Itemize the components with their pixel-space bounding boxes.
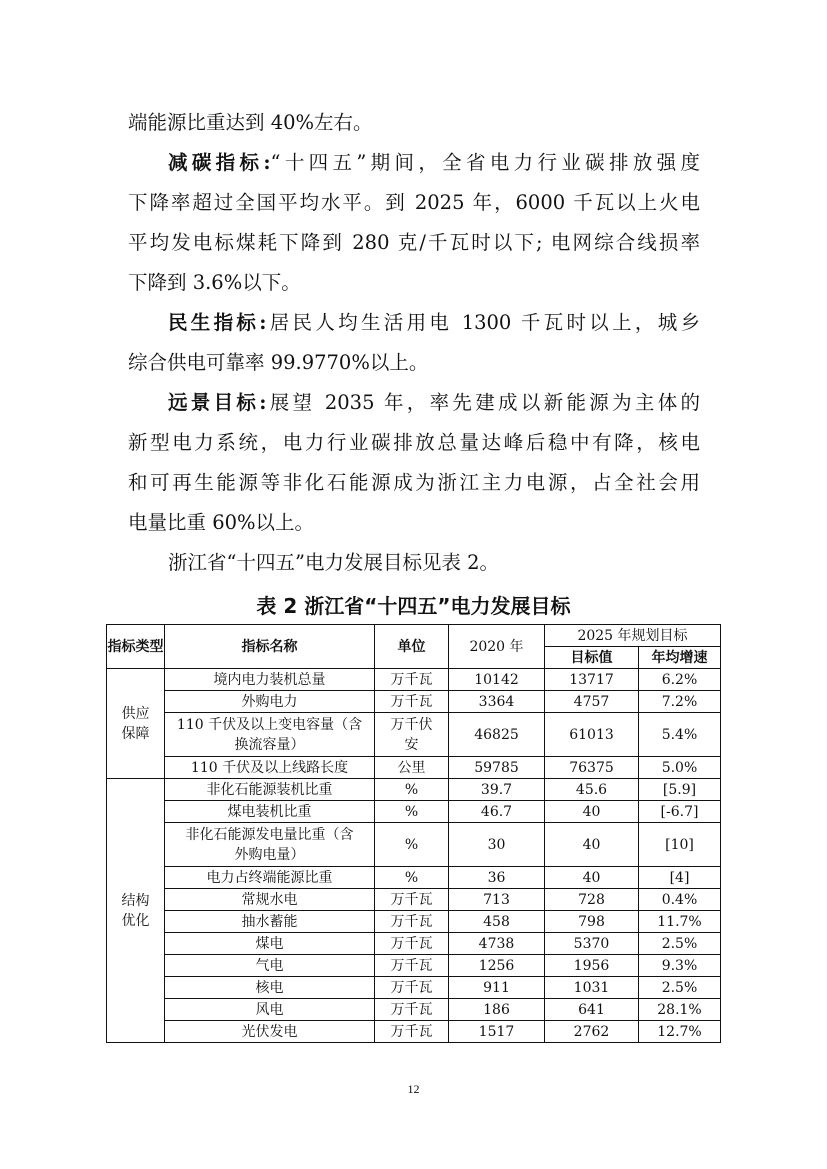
growth-cell: 7.2% xyxy=(639,691,721,713)
indicator-name-cell: 110 千伏及以上变电容量（含换流容量） xyxy=(165,713,375,757)
value-2020-cell: 458 xyxy=(449,911,545,933)
unit-cell: 万千瓦 xyxy=(375,999,449,1021)
growth-cell: [5.9] xyxy=(639,779,721,801)
growth-cell: [10] xyxy=(639,823,721,867)
indicator-name-cell: 煤电 xyxy=(165,933,375,955)
unit-cell: 万千伏安 xyxy=(375,713,449,757)
table-row xyxy=(107,867,721,889)
value-2020-cell: 3364 xyxy=(449,691,545,713)
growth-cell: [-6.7] xyxy=(639,801,721,823)
paragraph-line: 综合供电可靠率 99.9770%以上。 xyxy=(128,351,429,374)
value-2020-cell: 30 xyxy=(449,823,545,867)
unit-cell: 万千瓦 xyxy=(375,669,449,691)
indicator-name-cell: 风电 xyxy=(165,999,375,1021)
header-year-2020: 2020 年 xyxy=(449,625,545,669)
value-2020-cell: 39.7 xyxy=(449,779,545,801)
indicator-name-cell: 气电 xyxy=(165,955,375,977)
table-row xyxy=(107,779,721,801)
label-livelihood: 民生指标: xyxy=(168,311,267,334)
indicator-name-cell: 110 千伏及以上线路长度 xyxy=(165,757,375,779)
paragraph-line: 和可再生能源等非化石能源成为浙江主力电源，占全社会用 xyxy=(128,471,700,494)
table-caption: 表 2 浙江省“十四五”电力发展目标 xyxy=(256,594,571,618)
indicator-name-cell: 抽水蓄能 xyxy=(165,911,375,933)
unit-cell: 万千瓦 xyxy=(375,933,449,955)
growth-cell: 0.4% xyxy=(639,889,721,911)
paragraph-line: 平均发电标煤耗下降到 280 克/千瓦时以下; 电网综合线损率 xyxy=(128,231,700,254)
target-value-cell: 1031 xyxy=(545,977,639,999)
paragraph-line: 展望 2035 年，率先建成以新能源为主体的 xyxy=(266,391,700,414)
growth-cell: 5.4% xyxy=(639,713,721,757)
paragraph-line: 居民人均生活用电 1300 千瓦时以上，城乡 xyxy=(266,311,700,334)
value-2020-cell: 911 xyxy=(449,977,545,999)
table-row xyxy=(107,823,721,867)
paragraph-line: 新型电力系统，电力行业碳排放总量达峰后稳中有降，核电 xyxy=(128,431,700,454)
table-row xyxy=(107,999,721,1021)
paragraph-line: 下降率超过全国平均水平。到 2025 年，6000 千瓦以上火电 xyxy=(128,191,700,214)
value-2020-cell: 186 xyxy=(449,999,545,1021)
target-value-cell: 728 xyxy=(545,889,639,911)
table-row xyxy=(107,757,721,779)
target-value-cell: 40 xyxy=(545,867,639,889)
growth-cell: 6.2% xyxy=(639,669,721,691)
header-plan-2025: 2025 年规划目标 xyxy=(545,625,721,647)
table-row xyxy=(107,801,721,823)
unit-cell: 万千瓦 xyxy=(375,955,449,977)
growth-cell: 2.5% xyxy=(639,977,721,999)
indicator-name-cell: 外购电力 xyxy=(165,691,375,713)
header-target-value: 目标值 xyxy=(545,647,639,669)
table-row xyxy=(107,713,721,757)
indicator-name-cell: 电力占终端能源比重 xyxy=(165,867,375,889)
indicator-name-cell: 核电 xyxy=(165,977,375,999)
table-row xyxy=(107,691,721,713)
growth-cell: 28.1% xyxy=(639,999,721,1021)
table-row xyxy=(107,669,721,691)
unit-cell: 万千瓦 xyxy=(375,977,449,999)
target-value-cell: 641 xyxy=(545,999,639,1021)
target-value-cell: 5370 xyxy=(545,933,639,955)
header-unit: 单位 xyxy=(375,625,449,669)
value-2020-cell: 46.7 xyxy=(449,801,545,823)
value-2020-cell: 4738 xyxy=(449,933,545,955)
value-2020-cell: 59785 xyxy=(449,757,545,779)
indicator-name-cell: 非化石能源装机比重 xyxy=(165,779,375,801)
growth-cell: [4] xyxy=(639,867,721,889)
table-row xyxy=(107,911,721,933)
paragraph-livelihood xyxy=(128,303,700,343)
value-2020-cell: 1256 xyxy=(449,955,545,977)
unit-cell: 万千瓦 xyxy=(375,691,449,713)
paragraph-table-reference: 浙江省“十四五”电力发展目标见表 2。 xyxy=(168,551,500,574)
target-value-cell: 2762 xyxy=(545,1021,639,1043)
unit-cell: 万千瓦 xyxy=(375,1021,449,1043)
indicator-name-cell: 煤电装机比重 xyxy=(165,801,375,823)
unit-cell: % xyxy=(375,823,449,867)
page-number: 12 xyxy=(407,1082,420,1096)
header-annual-growth: 年均增速 xyxy=(639,647,721,669)
growth-cell: 9.3% xyxy=(639,955,721,977)
indicator-name-cell: 常规水电 xyxy=(165,889,375,911)
paragraph-carbon-reduction xyxy=(128,143,700,183)
indicator-name-cell: 境内电力装机总量 xyxy=(165,669,375,691)
target-value-cell: 13717 xyxy=(545,669,639,691)
paragraph-long-term xyxy=(128,383,700,423)
target-value-cell: 61013 xyxy=(545,713,639,757)
growth-cell: 12.7% xyxy=(639,1021,721,1043)
target-value-cell: 1956 xyxy=(545,955,639,977)
label-long-term: 远景目标: xyxy=(168,391,267,414)
value-2020-cell: 46825 xyxy=(449,713,545,757)
table-row xyxy=(107,977,721,999)
category-cell: 供应保障 xyxy=(107,669,165,779)
power-targets-table xyxy=(106,624,721,1043)
unit-cell: 公里 xyxy=(375,757,449,779)
paragraph-line: “十四五”期间，全省电力行业碳排放强度 xyxy=(270,151,700,174)
category-cell: 结构优化 xyxy=(107,779,165,1043)
target-value-cell: 40 xyxy=(545,823,639,867)
target-value-cell: 40 xyxy=(545,801,639,823)
unit-cell: 万千瓦 xyxy=(375,889,449,911)
target-value-cell: 4757 xyxy=(545,691,639,713)
growth-cell: 2.5% xyxy=(639,933,721,955)
indicator-name-cell: 非化石能源发电量比重（含外购电量） xyxy=(165,823,375,867)
body-text xyxy=(128,103,700,583)
value-2020-cell: 1517 xyxy=(449,1021,545,1043)
header-category: 指标类型 xyxy=(107,625,165,669)
unit-cell: % xyxy=(375,801,449,823)
unit-cell: % xyxy=(375,867,449,889)
unit-cell: % xyxy=(375,779,449,801)
table-row xyxy=(107,889,721,911)
paragraph-line: 下降到 3.6%以下。 xyxy=(128,271,301,294)
indicator-name-cell: 光伏发电 xyxy=(165,1021,375,1043)
unit-cell: 万千瓦 xyxy=(375,911,449,933)
table-row xyxy=(107,1021,721,1043)
label-carbon-reduction: 减碳指标: xyxy=(168,151,271,174)
target-value-cell: 798 xyxy=(545,911,639,933)
growth-cell: 5.0% xyxy=(639,757,721,779)
value-2020-cell: 36 xyxy=(449,867,545,889)
table-row xyxy=(107,955,721,977)
paragraph-line: 电量比重 60%以上。 xyxy=(128,511,315,534)
table-row xyxy=(107,933,721,955)
target-value-cell: 76375 xyxy=(545,757,639,779)
header-indicator-name: 指标名称 xyxy=(165,625,375,669)
growth-cell: 11.7% xyxy=(639,911,721,933)
paragraph-line: 端能源比重达到 40%左右。 xyxy=(128,111,373,134)
value-2020-cell: 10142 xyxy=(449,669,545,691)
target-value-cell: 45.6 xyxy=(545,779,639,801)
value-2020-cell: 713 xyxy=(449,889,545,911)
